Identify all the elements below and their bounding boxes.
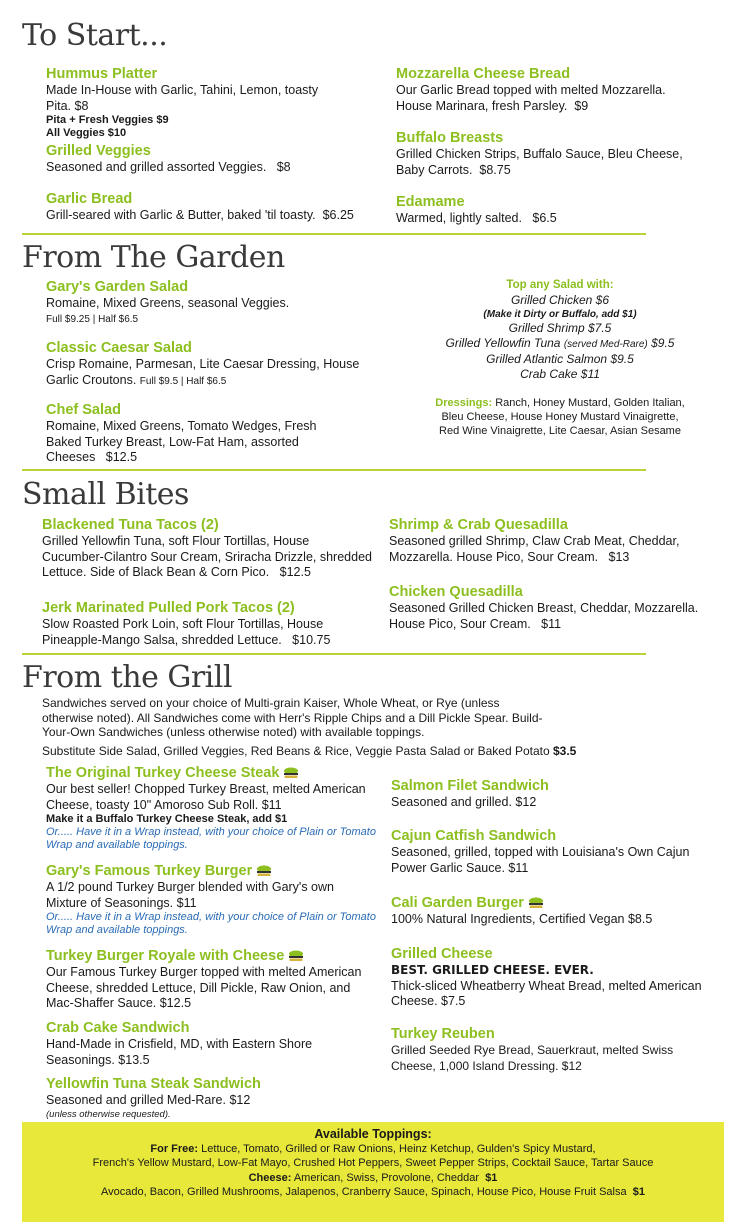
item-name: Turkey Reuben	[391, 1026, 495, 1042]
burger-icon	[256, 865, 272, 877]
dressing-line: Dressings: Ranch, Honey Mustard, Golden Italian,	[435, 397, 685, 409]
item-wrap-note: Or..... Have it in a Wrap instead, with your choice of Plain or Tomato Wrap and available toppings.	[46, 826, 376, 851]
salad-addons	[420, 278, 700, 382]
menu-item-cajun-catfish	[391, 828, 721, 876]
addon-line: Grilled Atlantic Salmon $9.5	[486, 352, 634, 366]
item-name: Classic Caesar Salad	[46, 340, 192, 356]
menu-item-chicken-quesadilla	[389, 584, 709, 632]
addon-line: Grilled Shrimp $7.5	[508, 321, 612, 335]
grill-substitute: Substitute Side Salad, Grilled Veggies, Red Beans & Rice, Veggie Pasta Salad or Baked Potato $3.5	[42, 744, 577, 758]
item-note: (unless otherwise requested).	[46, 1108, 171, 1120]
addon-line: Crab Cake $11	[520, 367, 600, 381]
menu-item-cali-garden-burger	[391, 895, 721, 928]
menu-item-garys-garden-salad	[46, 279, 346, 327]
dressing-line: Red Wine Vinaigrette, Lite Caesar, Asian Sesame	[439, 425, 681, 437]
available-toppings	[22, 1122, 724, 1222]
item-desc: Grill-seared with Garlic & Butter, baked 'til toasty. $6.25	[46, 208, 354, 222]
burger-icon	[283, 767, 299, 779]
item-name: Chicken Quesadilla	[389, 584, 523, 600]
menu-item-turkey-burger-royale	[46, 948, 376, 1012]
menu-item-turkey-burger	[46, 863, 376, 937]
item-desc: Romaine, Mixed Greens, Tomato Wedges, Fresh Baked Turkey Breast, Low-Fat Ham, assorted Cheeses $12.5	[46, 419, 317, 464]
section-divider	[22, 653, 646, 655]
section-title-small-bites: Small Bites	[22, 477, 189, 512]
section-divider	[22, 233, 646, 235]
section-title-to-start: To Start...	[22, 18, 168, 53]
item-desc: A 1/2 pound Turkey Burger blended with Gary's own Mixture of Seasonings. $11	[46, 880, 334, 910]
item-name: Cali Garden Burger	[391, 895, 721, 912]
item-wrap-note: Or..... Have it in a Wrap instead, with your choice of Plain or Tomato Wrap and available toppings.	[46, 911, 376, 936]
item-desc: Seasoned and grilled assorted Veggies. $8	[46, 160, 291, 174]
item-desc: Our Garlic Bread topped with melted Mozzarella. House Marinara, fresh Parsley. $9	[396, 83, 666, 113]
menu-item-turkey-reuben	[391, 1026, 721, 1074]
item-name: Grilled Veggies	[46, 143, 151, 159]
item-name: Yellowfin Tuna Steak Sandwich	[46, 1076, 261, 1092]
item-option: All Veggies $10	[46, 127, 127, 139]
section-divider	[22, 469, 646, 471]
menu-item-turkey-cheese-steak	[46, 765, 376, 852]
menu-item-garlic-bread	[46, 191, 391, 224]
item-tagline: BEST. GRILLED CHEESE. EVER.	[391, 963, 594, 977]
menu-item-mozzarella-bread	[396, 66, 696, 114]
item-name: Shrimp & Crab Quesadilla	[389, 517, 568, 533]
menu-item-edamame	[396, 194, 686, 227]
item-desc: Grilled Seeded Rye Bread, Sauerkraut, melted Swiss Cheese, 1,000 Island Dressing. $12	[391, 1043, 674, 1073]
item-desc: Warmed, lightly salted. $6.5	[396, 211, 557, 225]
menu-item-salmon-sandwich	[391, 778, 711, 811]
item-desc: Seasoned grilled Shrimp, Claw Crab Meat, Cheddar, Mozzarella. House Pico, Sour Cream. $13	[389, 534, 680, 564]
item-name: Cajun Catfish Sandwich	[391, 828, 557, 844]
item-note: Make it a Buffalo Turkey Cheese Steak, add $1	[46, 813, 288, 825]
item-desc: Seasoned and grilled Med-Rare. $12	[46, 1093, 251, 1107]
section-title-garden: From The Garden	[22, 240, 285, 275]
item-name: Turkey Burger Royale with Cheese	[46, 948, 376, 965]
addon-line: (Make it Dirty or Buffalo, add $1)	[483, 309, 637, 320]
menu-item-buffalo-breasts	[396, 130, 686, 178]
menu-item-jerk-pork-tacos	[42, 600, 372, 648]
item-desc: Seasoned and grilled. $12	[391, 795, 537, 809]
item-desc: Slow Roasted Pork Loin, soft Flour Tortillas, House Pineapple-Mango Salsa, shredded Lettuce. $10.75	[42, 617, 331, 647]
item-name: Gary's Famous Turkey Burger	[46, 863, 376, 880]
menu-item-grilled-cheese	[391, 946, 721, 1010]
item-desc: Our Famous Turkey Burger topped with melted American Cheese, shredded Lettuce, Dill Pickle, Raw Onion, and Mac-Shaffer Sauce. $12.5	[46, 965, 362, 1010]
section-title-grill: From the Grill	[22, 660, 232, 695]
item-name: Salmon Filet Sandwich	[391, 778, 549, 794]
item-name: Garlic Bread	[46, 191, 133, 207]
menu-item-hummus	[46, 66, 346, 140]
addon-line: Grilled Chicken $6	[510, 293, 610, 307]
item-sizes: Full $9.25 | Half $6.5	[46, 313, 139, 325]
toppings-extras: Avocado, Bacon, Grilled Mushrooms, Jalapenos, Cranberry Sauce, Spinach, House Pico, House Fruit Salsa $1	[101, 1186, 645, 1198]
menu-item-blackened-tuna-tacos	[42, 517, 372, 581]
menu-item-crab-cake-sandwich	[46, 1020, 346, 1068]
item-desc: Grilled Chicken Strips, Buffalo Sauce, Bleu Cheese, Baby Carrots. $8.75	[396, 147, 683, 177]
item-desc: Seasoned Grilled Chicken Breast, Cheddar, Mozzarella. House Pico, Sour Cream. $11	[389, 601, 699, 631]
toppings-cheese: Cheese: American, Swiss, Provolone, Cheddar $1	[248, 1171, 498, 1184]
toppings-free-cont: French's Yellow Mustard, Low-Fat Mayo, Crushed Hot Peppers, Sweet Pepper Strips, Cocktail Sauce, Tartar Sauce	[92, 1157, 654, 1169]
item-name: Edamame	[396, 194, 465, 210]
item-name: Gary's Garden Salad	[46, 279, 189, 295]
burger-icon	[288, 950, 304, 962]
burger-icon	[528, 897, 544, 909]
item-name: Blackened Tuna Tacos (2)	[42, 517, 219, 533]
item-name: Buffalo Breasts	[396, 130, 504, 146]
toppings-free: For Free: Lettuce, Tomato, Grilled or Raw Onions, Heinz Ketchup, Gulden's Spicy Mustard,	[150, 1142, 596, 1155]
grill-intro: Sandwiches served on your choice of Multi-grain Kaiser, Whole Wheat, or Rye (unless otherwise noted). All Sandwiches come with Herr's Ripple Chips and a Dill Pickle Spear. Build-Your-Own Sandwiches (unless otherwise noted) with available toppings.	[42, 696, 543, 739]
item-desc: 100% Natural Ingredients, Certified Vegan $8.5	[391, 912, 653, 926]
item-name: Crab Cake Sandwich	[46, 1020, 190, 1036]
item-name: Mozzarella Cheese Bread	[396, 66, 571, 82]
menu-item-yellowfin-tuna-sandwich	[46, 1076, 366, 1120]
dressing-line: Bleu Cheese, House Honey Mustard Vinaigrette,	[441, 411, 679, 423]
addons-header: Top any Salad with:	[506, 279, 614, 291]
item-desc: Crisp Romaine, Parmesan, Lite Caesar Dressing, House Garlic Croutons. Full $9.5 | Half $6.5	[46, 357, 360, 387]
toppings-title: Available Toppings:	[314, 1127, 432, 1141]
item-name: Hummus Platter	[46, 66, 158, 82]
item-option: Pita + Fresh Veggies $9	[46, 114, 169, 126]
addon-line: Grilled Yellowfin Tuna (served Med-Rare) $9.5	[445, 336, 675, 350]
salad-dressings	[420, 396, 700, 438]
item-desc: Romaine, Mixed Greens, seasonal Veggies.	[46, 296, 290, 310]
menu-item-chef-salad	[46, 402, 346, 466]
item-name: Jerk Marinated Pulled Pork Tacos (2)	[42, 600, 295, 616]
item-desc: Hand-Made in Crisfield, MD, with Eastern Shore Seasonings. $13.5	[46, 1037, 313, 1067]
item-desc: Grilled Yellowfin Tuna, soft Flour Tortillas, House Cucumber-Cilantro Sour Cream, Sriracha Drizzle, shredded Lettuce. Side of Black Bean & Corn Pico. $12.5	[42, 534, 372, 579]
menu-item-caesar-salad	[46, 340, 386, 389]
item-name: Grilled Cheese	[391, 946, 493, 962]
item-name: The Original Turkey Cheese Steak	[46, 765, 376, 782]
menu-item-grilled-veggies	[46, 143, 366, 176]
item-desc: Thick-sliced Wheatberry Wheat Bread, melted American Cheese. $7.5	[391, 978, 702, 1008]
item-desc: Made In-House with Garlic, Tahini, Lemon, toasty Pita. $8	[46, 83, 319, 113]
menu-item-shrimp-crab-quesadilla	[389, 517, 709, 565]
item-desc: Seasoned, grilled, topped with Louisiana's Own Cajun Power Garlic Sauce. $11	[391, 845, 690, 875]
item-desc: Our best seller! Chopped Turkey Breast, melted American Cheese, toasty 10" Amoroso Sub Roll. $11	[46, 782, 366, 812]
item-name: Chef Salad	[46, 402, 121, 418]
